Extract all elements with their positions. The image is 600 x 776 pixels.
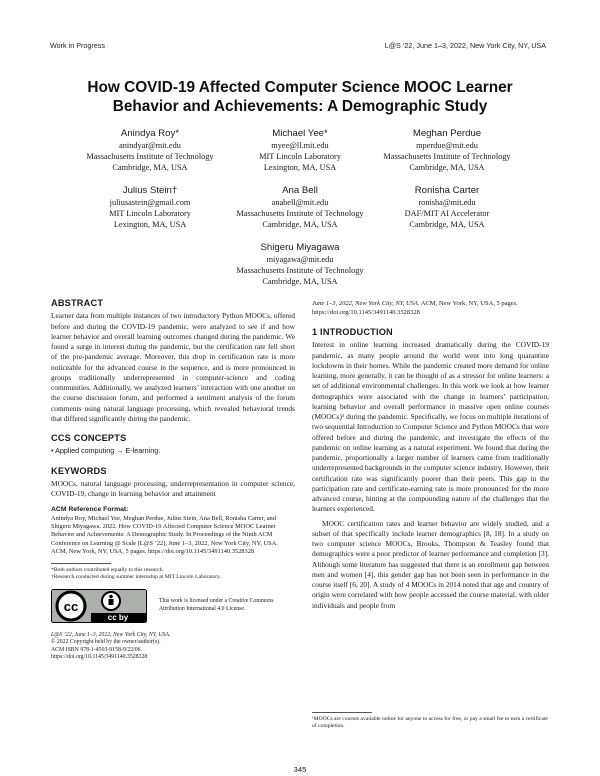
acm-reference-text: Anindya Roy, Michael Yee, Meghan Perdue, Julius Stein, Ana Bell, Ronisha Carter, and Shigeru Miyagawa. 2022. How COVID-19 Affected Computer Science MOOC Learner Behavior and Achievements: A Demographic Study. In Proceedings of the Ninth ACM Conference on Learning @ Scale (L@S ’22), June 1–3, 2022, New York City, NY, USA. ACM, New York, NY, USA, 5 pages. https://doi.org/10.1145/3491140.3528328 bbox=[51, 514, 278, 556]
author-affiliation: MIT Lincoln Laboratory bbox=[109, 209, 191, 218]
author-affiliation: Massachusetts Institute of Technology bbox=[236, 209, 364, 218]
keywords-heading: KEYWORDS bbox=[51, 465, 107, 476]
cc-by-icon bbox=[51, 589, 147, 623]
author-name: Shigeru Miyagawa bbox=[260, 242, 340, 253]
copyright-doi: https://doi.org/10.1145/3491140.3528328 bbox=[51, 654, 148, 661]
author-affiliation: Massachusetts Institute of Technology bbox=[86, 152, 214, 161]
author-block bbox=[210, 241, 390, 287]
acm-reference bbox=[51, 506, 295, 556]
author-name: Anindya Roy* bbox=[120, 128, 180, 139]
footnote: †Research conducted during summer internship at MIT Lincoln Laboratory. bbox=[51, 574, 221, 581]
author-location: Cambridge, MA, USA bbox=[262, 277, 338, 286]
author-email: miyagawa@mit.edu bbox=[266, 255, 334, 264]
acm-reference-continued: June 1–3, 2022, New York City, NY, USA. ACM, New York, NY, USA, 5 pages. https://doi.org/10.1145/3491140.3528328 bbox=[312, 300, 518, 316]
author-email: anindyar@mit.edu bbox=[119, 141, 181, 150]
left-column bbox=[51, 298, 295, 662]
author-email: ronisha@mit.edu bbox=[418, 198, 476, 207]
author-affiliation: Massachusetts Institute of Technology bbox=[383, 152, 511, 161]
keywords-text: MOOCs, natural language processing, underrepresentation in computer science, COVID-19, change in learning behavior and attainment bbox=[51, 478, 295, 498]
right-column bbox=[312, 300, 549, 611]
author-name: Ronisha Carter bbox=[414, 185, 480, 196]
author-location: Cambridge, MA, USA bbox=[409, 220, 485, 229]
ccs-heading: CCS CONCEPTS bbox=[51, 433, 127, 443]
author-block bbox=[357, 127, 537, 173]
author-email: mperdue@mit.edu bbox=[416, 141, 478, 150]
abstract-text: Learner data from multiple instances of two introductory Python MOOCs, offered before and during the COVID-19 pandemic, were analyzed to see if and how learner behavior and overall learning outcomes changed during the pandemic. We found a surge in interest during the pandemic, but the certification rate fell short of the pre-pandemic average. Moreover, this drop in certification rate is more noticeable for the advanced course in the sequence, and is more pronounced in groups traditionally underrepresented in computer-science and coding communities. Additionally, we analyzed learners’ interaction with one another on the course discussion forum, and performed a sentiment analysis of the forum comments using natural language processing, which revealed behavioral trends that differed significantly during the pandemic. bbox=[51, 311, 295, 423]
author-affiliation: MIT Lincoln Laboratory bbox=[259, 152, 341, 161]
copyright-block bbox=[51, 632, 295, 662]
author-location: Cambridge, MA, USA bbox=[112, 163, 188, 172]
footnote-rule bbox=[312, 712, 372, 713]
running-header-left: Work in Progress bbox=[50, 41, 105, 50]
author-affiliation: Massachusetts Institute of Technology bbox=[236, 266, 364, 275]
license-text: This work is licensed under a Creative Commons Attribution International 4.0 License. bbox=[159, 598, 274, 612]
footnote-rule bbox=[51, 563, 111, 564]
author-location: Lexington, MA, USA bbox=[113, 220, 187, 229]
author-name: Ana Bell bbox=[282, 185, 318, 196]
author-name: Michael Yee* bbox=[272, 128, 328, 139]
author-email: anabell@mit.edu bbox=[271, 198, 329, 207]
author-email: myee@ll.mit.edu bbox=[271, 141, 329, 150]
page-number: 345 bbox=[293, 765, 307, 774]
paper-title: How COVID-19 Affected Computer Science MOOC Learner Behavior and Achievements: A Demographic Study bbox=[87, 79, 513, 115]
footnote: *Both authors contributed equally to this research. bbox=[51, 566, 164, 573]
introduction-paragraph: Interest in online learning increased dramatically during the COVID-19 pandemic, as many people around the world went into long quarantine lockdowns in their homes. While the pandemic created more demand for online learning, more generally, it can be thought of as a stressor for online learners: a set of additional environmental challenges. In this work we look at how learner demographics were associated with the change in learners’ participation, learning behavior and overall performance in massive open online courses (MOOCs)¹ during the pandemic. Specifically, we focus on multiple iterations of two sequential Introduction to Computer Science and Python MOOCs that were offered before and during the pandemic, and investigate the effects of the pandemic on online learning as a natural experiment. We found that during the pandemic, proportionally a larger number of learners came from traditionally underrepresented backgrounds in the computer science industry. However, their certification rate was significantly poorer than their peers. This gap in the participation rate and certificate-earning rate is more pronounced for the more advanced course, hinting at the compounding nature of the challenges that the learners experienced. bbox=[312, 340, 549, 514]
license-badge-text: cc by bbox=[107, 613, 129, 622]
author-affiliation: DAF/MIT AI Accelerator bbox=[404, 209, 490, 218]
svg-text:cc: cc bbox=[63, 599, 79, 614]
copyright-line: L@S ’22, June 1–3, 2022, New York City, NY, USA. bbox=[51, 631, 171, 638]
author-email: juliusastein@gmail.com bbox=[109, 198, 191, 207]
copyright-line: © 2022 Copyright held by the owner/author(s). bbox=[51, 639, 161, 646]
abstract-heading: ABSTRACT bbox=[51, 298, 104, 308]
right-footnote bbox=[312, 706, 549, 731]
author-location: Cambridge, MA, USA bbox=[409, 163, 485, 172]
cc-by-badge bbox=[51, 589, 147, 624]
introduction-heading: 1 INTRODUCTION bbox=[312, 327, 393, 338]
copyright-line: ACM ISBN 978-1-4503-9158-9/22/06. bbox=[51, 646, 142, 653]
running-header-right: L@S ’22, June 1–3, 2022, New York City, NY, USA bbox=[384, 41, 546, 50]
author-name: Julius Stein† bbox=[122, 185, 178, 196]
author-location: Cambridge, MA, USA bbox=[262, 220, 338, 229]
acm-reference-heading: ACM Reference Format: bbox=[51, 506, 129, 514]
introduction-paragraph: MOOC certification rates and learner behavior are widely studied, and a subset of that specifically include learner demographics [8, 18]. In a study on two computer science MOOCs, Brooks, Thompson & Teasley found that demographics were a poor predictor of learner performance and completion [3]. Although some literature has suggested that there is an enrollment gap between men and women [4], this gender gap has not been seen in performance in the course itself [6, 20]. A study of 4 MOOCs in 2014 noted that age and country of origin were correlated with how people accessed the course material, with older individuals and people from bbox=[312, 518, 549, 610]
author-block bbox=[357, 184, 537, 230]
footnote: ¹MOOCs are courses available online for anyone to access for free, or pay a small fee to earn a certificate of completion. bbox=[312, 716, 548, 730]
license-block bbox=[51, 589, 295, 624]
author-location: Lexington, MA, USA bbox=[263, 163, 337, 172]
author-name: Meghan Perdue bbox=[412, 128, 482, 139]
ccs-item: • Applied computing → E-learning. bbox=[51, 446, 161, 456]
